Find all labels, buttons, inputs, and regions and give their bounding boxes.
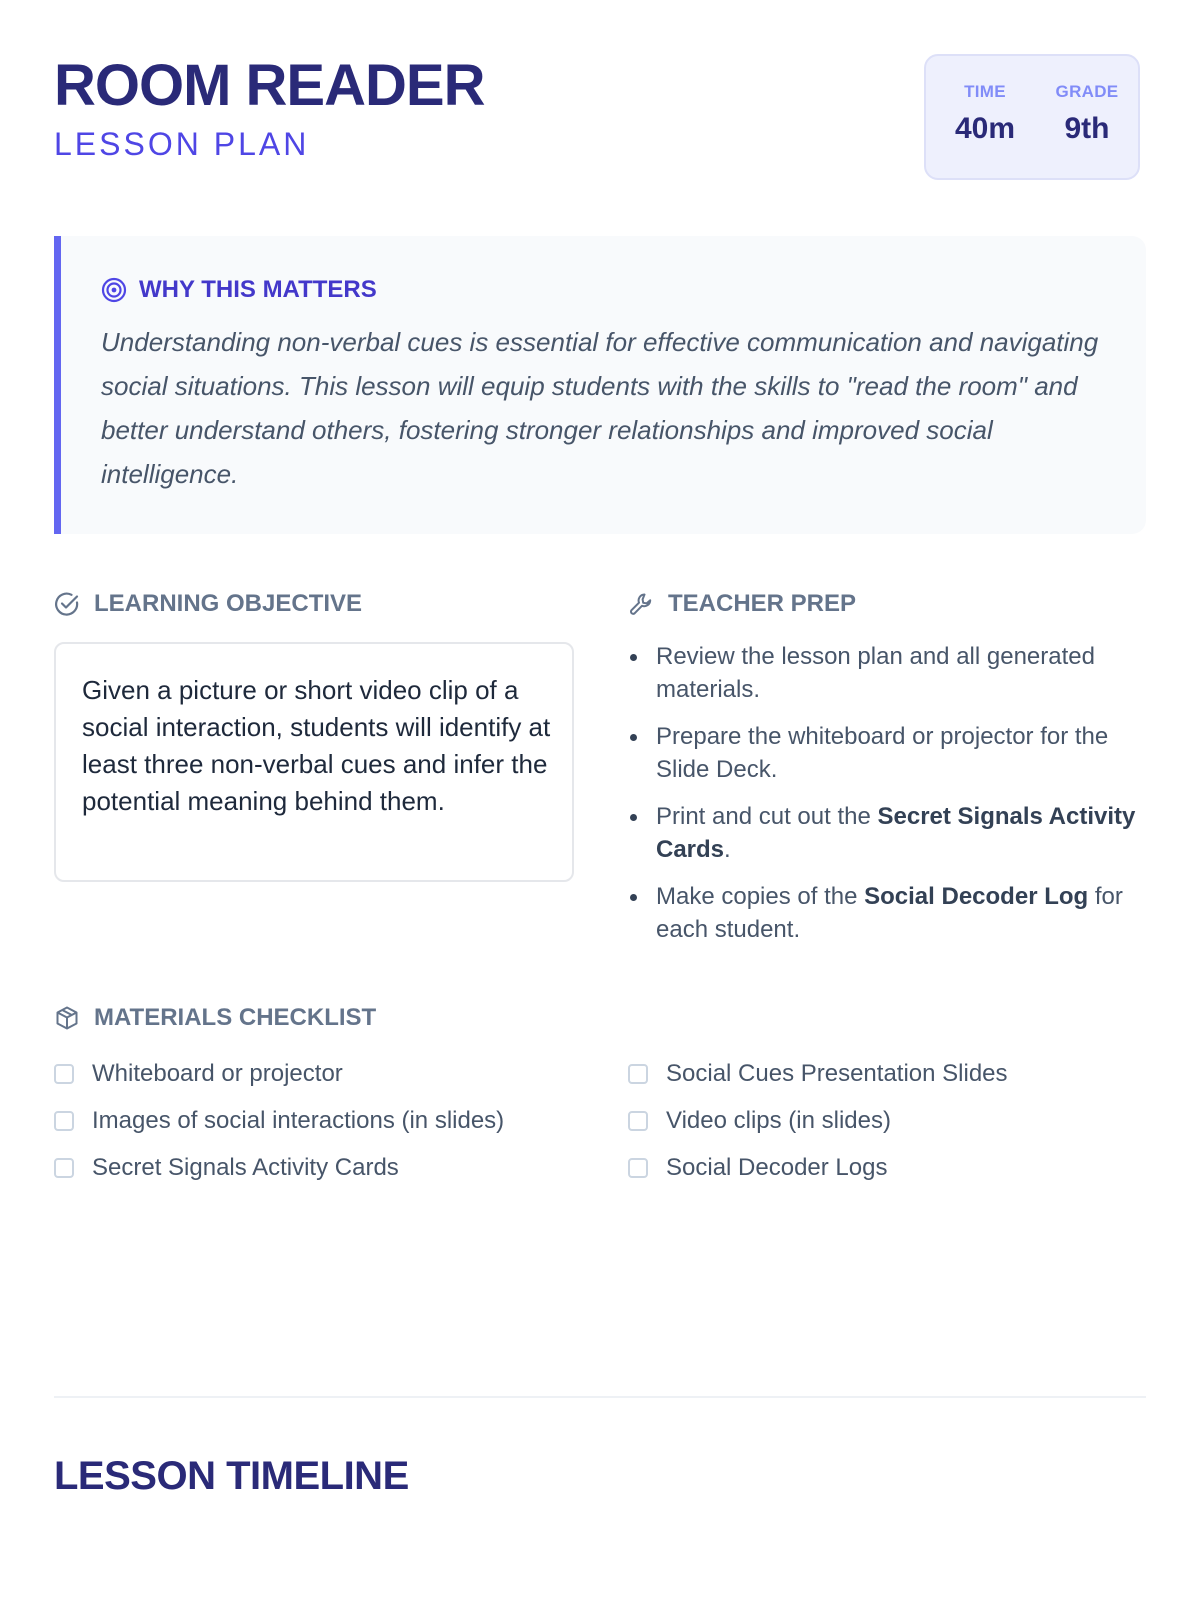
checklist-item-label: Social Cues Presentation Slides: [666, 1060, 1008, 1087]
list-item-text: Prepare the whiteboard or projector for the Slide Deck.: [656, 723, 1109, 783]
time-meta: [940, 82, 1030, 146]
checkbox[interactable]: [54, 1111, 74, 1131]
list-item-bold-text: Social Decoder Log: [864, 883, 1089, 910]
lesson-plan-page: [54, 0, 1146, 1600]
list-item-text: Print and cut out the: [656, 803, 878, 830]
teacher-prep-label: TEACHER PREP: [668, 590, 857, 617]
checklist-item[interactable]: [54, 1060, 343, 1088]
list-item-text: .: [724, 836, 731, 863]
time-value: 40m: [954, 112, 1016, 145]
list-item-text: Make copies of the: [656, 883, 865, 910]
lesson-timeline-heading: LESSON TIMELINE: [54, 1454, 409, 1498]
why-text: Understanding non-verbal cues is essential for effective communication and navigating social situations. This lesson will equip students with the skills to "read the room" and better understand others, fostering stronger relationships and improved social intelligence.: [101, 327, 1099, 489]
section-divider: [54, 1396, 1146, 1398]
why-this-matters-callout: [54, 236, 1146, 534]
checklist-item[interactable]: [628, 1060, 1008, 1088]
learning-objective-heading: [54, 590, 362, 618]
target-icon: [101, 277, 127, 303]
page-subtitle: LESSON PLAN: [54, 126, 310, 162]
checklist-item-label: Video clips (in slides): [666, 1107, 891, 1134]
list-item: [628, 640, 1148, 706]
list-item: [628, 880, 1148, 946]
check-circle-icon: [54, 591, 80, 617]
checklist-item[interactable]: [628, 1154, 887, 1182]
teacher-prep-heading: [628, 590, 856, 618]
checklist-item-label: Secret Signals Activity Cards: [92, 1154, 399, 1181]
list-item: [628, 800, 1148, 866]
learning-objective-label: LEARNING OBJECTIVE: [94, 590, 363, 617]
objective-text: Given a picture or short video clip of a social interaction, students will identify at least three non-verbal cues and infer the potential meaning behind them.: [82, 675, 551, 816]
checkbox[interactable]: [628, 1158, 648, 1178]
checklist-item-label: Social Decoder Logs: [666, 1154, 888, 1181]
checklist-item[interactable]: [54, 1154, 399, 1182]
list-item-text: for each student.: [656, 883, 1123, 943]
list-item-bold-text: Secret Signals Activity Cards: [656, 803, 1136, 863]
checklist-item[interactable]: [628, 1107, 891, 1135]
materials-checklist-heading: [54, 1004, 376, 1032]
grade-label: GRADE: [1055, 82, 1119, 101]
checkbox[interactable]: [628, 1064, 648, 1084]
page-title: ROOM READER: [54, 53, 485, 118]
grade-meta: [1042, 82, 1132, 146]
checkbox[interactable]: [54, 1064, 74, 1084]
checkbox[interactable]: [628, 1111, 648, 1131]
teacher-prep-list: [628, 640, 1148, 960]
package-icon: [54, 1005, 80, 1031]
lesson-meta-box: [924, 54, 1140, 180]
checklist-item-label: Whiteboard or projector: [92, 1060, 343, 1087]
checklist-item[interactable]: [54, 1107, 504, 1135]
grade-value: 9th: [1064, 112, 1110, 145]
wrench-icon: [628, 591, 654, 617]
materials-checklist-label: MATERIALS CHECKLIST: [94, 1004, 377, 1031]
list-item-text: Review the lesson plan and all generated materials.: [656, 643, 1095, 703]
list-item: [628, 720, 1148, 786]
checkbox[interactable]: [54, 1158, 74, 1178]
why-heading-label: WHY THIS MATTERS: [139, 276, 377, 303]
why-heading: [101, 276, 377, 304]
time-label: TIME: [964, 82, 1006, 101]
checklist-item-label: Images of social interactions (in slides): [92, 1107, 505, 1134]
objective-card: [54, 642, 574, 882]
